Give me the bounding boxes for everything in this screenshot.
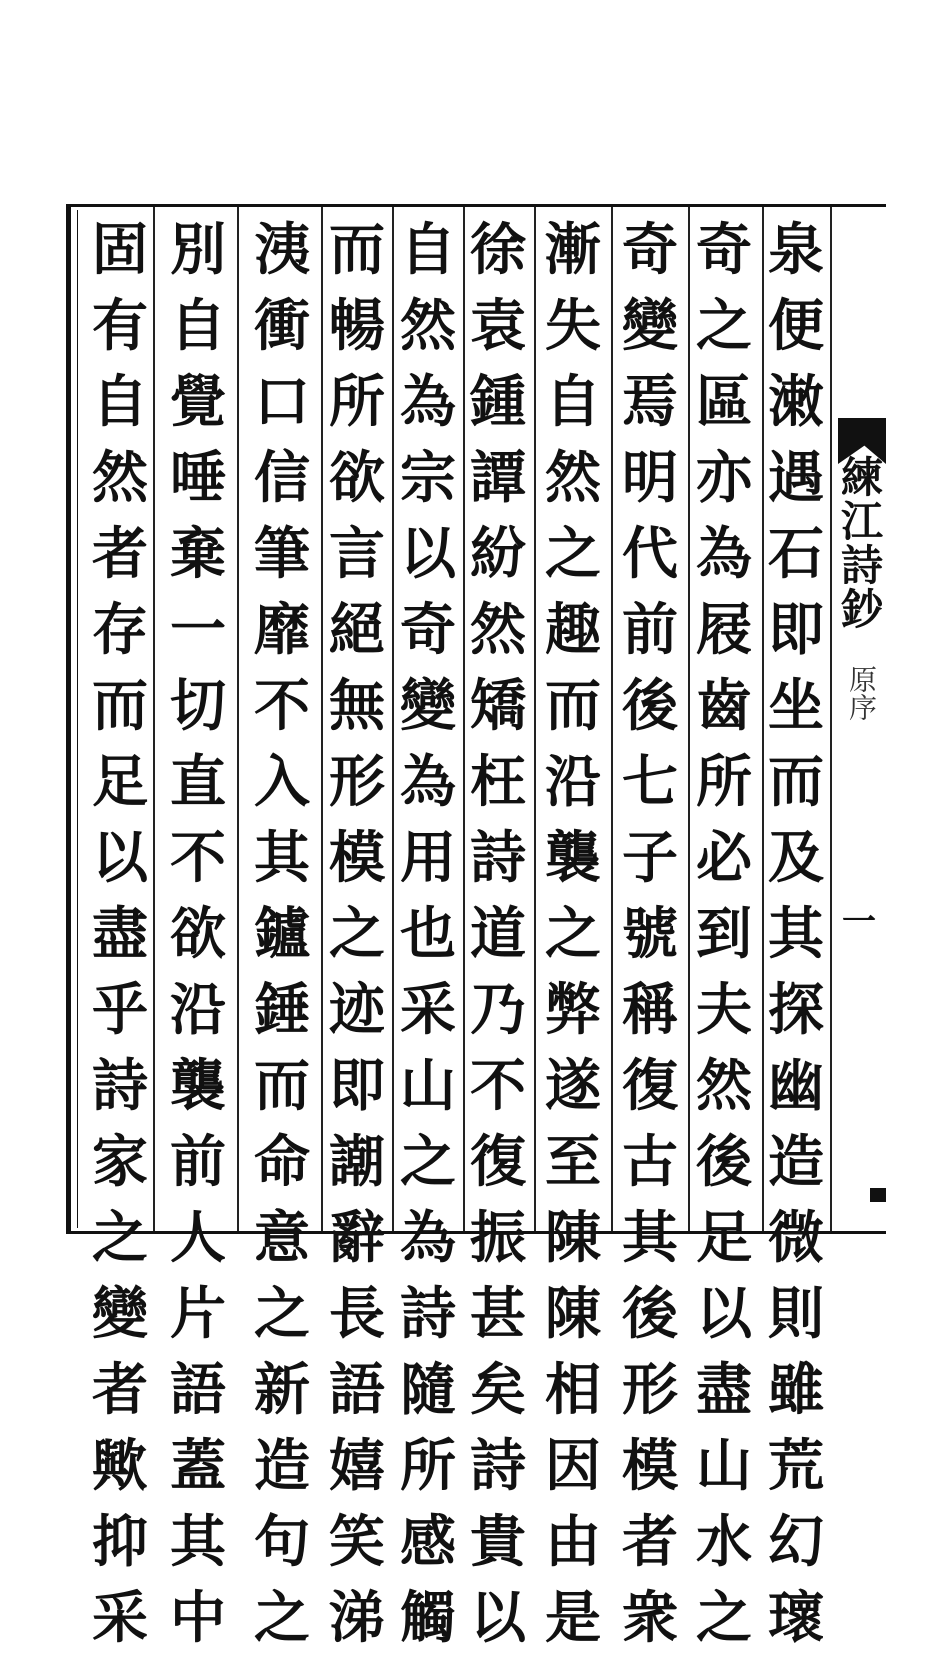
text-glyph: 而 [768,749,824,815]
text-glyph: 至 [545,1129,601,1195]
text-glyph: 詩 [400,1281,456,1347]
text-column [393,212,463,1651]
text-glyph: 沿 [170,977,226,1043]
fold-book-title: 練江詩鈔 [835,455,884,631]
text-glyph: 自 [92,369,148,435]
text-glyph: 句 [254,1509,310,1575]
text-glyph: 者 [622,1509,678,1575]
text-glyph: 奇 [696,217,752,283]
text-column [463,212,533,1651]
text-glyph: 振 [470,1205,526,1271]
text-glyph: 陳 [545,1281,601,1347]
text-glyph: 盡 [696,1357,752,1423]
text-glyph: 稱 [622,977,678,1043]
text-glyph: 一 [170,597,226,663]
text-glyph: 自 [170,293,226,359]
text-glyph: 中 [170,1585,226,1651]
text-glyph: 詩 [470,1433,526,1499]
text-glyph: 弊 [545,977,601,1043]
text-glyph: 之 [92,1205,148,1271]
text-glyph: 衆 [622,1585,678,1651]
text-glyph: 入 [254,749,310,815]
text-glyph: 為 [400,749,456,815]
text-glyph: 嬉 [329,1433,385,1499]
text-glyph: 為 [400,369,456,435]
text-glyph: 也 [400,901,456,967]
text-glyph: 形 [329,749,385,815]
text-glyph: 口 [254,369,310,435]
text-glyph: 有 [92,293,148,359]
text-glyph: 矯 [470,673,526,739]
column-rule [534,207,536,1231]
text-glyph: 用 [400,825,456,891]
text-glyph: 感 [400,1509,456,1575]
text-glyph: 無 [329,673,385,739]
text-glyph: 蓋 [170,1433,226,1499]
text-glyph: 錘 [254,977,310,1043]
text-glyph: 唾 [170,445,226,511]
text-glyph: 觸 [400,1585,456,1651]
text-glyph: 之 [254,1281,310,1347]
text-glyph: 然 [400,293,456,359]
text-glyph: 屐 [696,597,752,663]
text-glyph: 襲 [170,1053,226,1119]
text-glyph: 直 [170,749,226,815]
text-glyph: 模 [329,825,385,891]
text-glyph: 奇 [622,217,678,283]
text-glyph: 由 [545,1509,601,1575]
text-glyph: 是 [545,1585,601,1651]
text-glyph: 存 [92,597,148,663]
text-glyph: 便 [768,293,824,359]
text-glyph: 隨 [400,1357,456,1423]
text-glyph: 絕 [329,597,385,663]
text-glyph: 切 [170,673,226,739]
text-glyph: 襲 [545,825,601,891]
text-glyph: 枉 [470,749,526,815]
text-glyph: 而 [329,217,385,283]
text-glyph: 復 [622,1053,678,1119]
text-glyph: 別 [170,217,226,283]
text-glyph: 抑 [92,1509,148,1575]
text-glyph: 子 [622,825,678,891]
text-glyph: 譚 [470,445,526,511]
text-glyph: 欲 [329,445,385,511]
text-glyph: 足 [696,1205,752,1271]
text-glyph: 所 [696,749,752,815]
text-glyph: 之 [545,901,601,967]
text-glyph: 明 [622,445,678,511]
text-glyph: 甚 [470,1281,526,1347]
text-glyph: 之 [329,901,385,967]
text-glyph: 變 [400,673,456,739]
text-column [322,212,392,1651]
text-glyph: 歟 [92,1433,148,1499]
text-glyph: 相 [545,1357,601,1423]
text-glyph: 盡 [92,901,148,967]
text-glyph: 涕 [329,1585,385,1651]
text-column [615,212,685,1651]
text-glyph: 其 [622,1205,678,1271]
text-glyph: 貴 [470,1509,526,1575]
text-glyph: 坐 [768,673,824,739]
text-glyph: 亦 [696,445,752,511]
text-glyph: 人 [170,1205,226,1271]
text-glyph: 所 [329,369,385,435]
fold-page-number: 一 [842,902,876,942]
text-glyph: 微 [768,1205,824,1271]
text-glyph: 道 [470,901,526,967]
text-glyph: 之 [400,1129,456,1195]
text-column [689,212,759,1651]
text-glyph: 幽 [768,1053,824,1119]
text-glyph: 造 [254,1433,310,1499]
text-glyph: 采 [400,977,456,1043]
text-glyph: 家 [92,1129,148,1195]
text-glyph: 而 [545,673,601,739]
text-glyph: 漸 [545,217,601,283]
text-glyph: 然 [545,445,601,511]
text-glyph: 言 [329,521,385,587]
text-glyph: 雖 [768,1357,824,1423]
text-glyph: 然 [92,445,148,511]
text-glyph: 乎 [92,977,148,1043]
text-glyph: 長 [329,1281,385,1347]
text-glyph: 者 [92,521,148,587]
text-glyph: 命 [254,1129,310,1195]
text-glyph: 之 [545,521,601,587]
text-glyph: 然 [696,1053,752,1119]
text-glyph: 足 [92,749,148,815]
text-glyph: 為 [696,521,752,587]
text-glyph: 不 [170,825,226,891]
text-glyph: 趣 [545,597,601,663]
text-glyph: 詩 [92,1053,148,1119]
text-glyph: 荒 [768,1433,824,1499]
text-glyph: 石 [768,521,824,587]
text-glyph: 前 [170,1129,226,1195]
text-glyph: 之 [254,1585,310,1651]
text-glyph: 失 [545,293,601,359]
text-glyph: 因 [545,1433,601,1499]
text-glyph: 以 [470,1585,526,1651]
column-rule [237,207,239,1231]
text-glyph: 語 [170,1357,226,1423]
text-glyph: 暢 [329,293,385,359]
text-glyph: 遂 [545,1053,601,1119]
text-glyph: 紛 [470,521,526,587]
text-glyph: 七 [622,749,678,815]
text-glyph: 詩 [470,825,526,891]
text-glyph: 靡 [254,597,310,663]
text-glyph: 洟 [254,217,310,283]
text-glyph: 必 [696,825,752,891]
text-glyph: 而 [254,1053,310,1119]
text-glyph: 陳 [545,1205,601,1271]
text-glyph: 古 [622,1129,678,1195]
text-glyph: 意 [254,1205,310,1271]
text-glyph: 齒 [696,673,752,739]
text-glyph: 號 [622,901,678,967]
text-glyph: 徐 [470,217,526,283]
text-glyph: 乃 [470,977,526,1043]
text-glyph: 泉 [768,217,824,283]
text-glyph: 復 [470,1129,526,1195]
text-glyph: 瓌 [768,1585,824,1651]
text-glyph: 笑 [329,1509,385,1575]
text-glyph: 奇 [400,597,456,663]
text-glyph: 代 [622,521,678,587]
fold-bottom-mark [870,1188,886,1202]
text-glyph: 潄 [768,369,824,435]
column-rule [611,207,613,1231]
text-glyph: 後 [622,673,678,739]
text-glyph: 探 [768,977,824,1043]
text-glyph: 模 [622,1433,678,1499]
text-glyph: 以 [400,521,456,587]
text-glyph: 者 [92,1357,148,1423]
text-glyph: 之 [696,1585,752,1651]
text-glyph: 不 [470,1053,526,1119]
text-column [538,212,608,1651]
text-glyph: 袁 [470,293,526,359]
text-glyph: 矣 [470,1357,526,1423]
text-glyph: 區 [696,369,752,435]
text-glyph: 信 [254,445,310,511]
text-glyph: 語 [329,1357,385,1423]
text-glyph: 後 [622,1281,678,1347]
text-glyph: 宗 [400,445,456,511]
text-glyph: 辭 [329,1205,385,1271]
text-glyph: 采 [92,1585,148,1651]
text-glyph: 自 [400,217,456,283]
text-glyph: 遇 [768,445,824,511]
text-glyph: 沿 [545,749,601,815]
text-glyph: 覺 [170,369,226,435]
text-glyph: 迹 [329,977,385,1043]
text-column [761,212,831,1651]
text-glyph: 以 [696,1281,752,1347]
text-glyph: 前 [622,597,678,663]
text-glyph: 變 [92,1281,148,1347]
text-glyph: 謿 [329,1129,385,1195]
text-glyph: 然 [470,597,526,663]
text-glyph: 其 [170,1509,226,1575]
text-glyph: 為 [400,1205,456,1271]
text-glyph: 棄 [170,521,226,587]
text-glyph: 新 [254,1357,310,1423]
text-glyph: 不 [254,673,310,739]
text-glyph: 之 [696,293,752,359]
text-glyph: 到 [696,901,752,967]
text-glyph: 其 [254,825,310,891]
text-glyph: 造 [768,1129,824,1195]
text-glyph: 則 [768,1281,824,1347]
text-glyph: 自 [545,369,601,435]
text-glyph: 即 [329,1053,385,1119]
text-glyph: 衝 [254,293,310,359]
text-column [85,212,155,1651]
text-glyph: 其 [768,901,824,967]
text-glyph: 即 [768,597,824,663]
text-glyph: 而 [92,673,148,739]
text-glyph: 幻 [768,1509,824,1575]
frame-inner-rule [77,210,78,1228]
text-glyph: 及 [768,825,824,891]
text-glyph: 鑪 [254,901,310,967]
text-glyph: 水 [696,1509,752,1575]
text-glyph: 夫 [696,977,752,1043]
text-glyph: 筆 [254,521,310,587]
text-column [163,212,233,1651]
text-column [247,212,317,1651]
text-glyph: 焉 [622,369,678,435]
text-glyph: 鍾 [470,369,526,435]
text-glyph: 片 [170,1281,226,1347]
text-glyph: 欲 [170,901,226,967]
text-glyph: 山 [696,1433,752,1499]
text-glyph: 形 [622,1357,678,1423]
text-glyph: 後 [696,1129,752,1195]
text-glyph: 山 [400,1053,456,1119]
text-glyph: 固 [92,217,148,283]
text-glyph: 變 [622,293,678,359]
text-glyph: 所 [400,1433,456,1499]
text-glyph: 以 [92,825,148,891]
fold-section-label: 原序 [845,665,878,721]
